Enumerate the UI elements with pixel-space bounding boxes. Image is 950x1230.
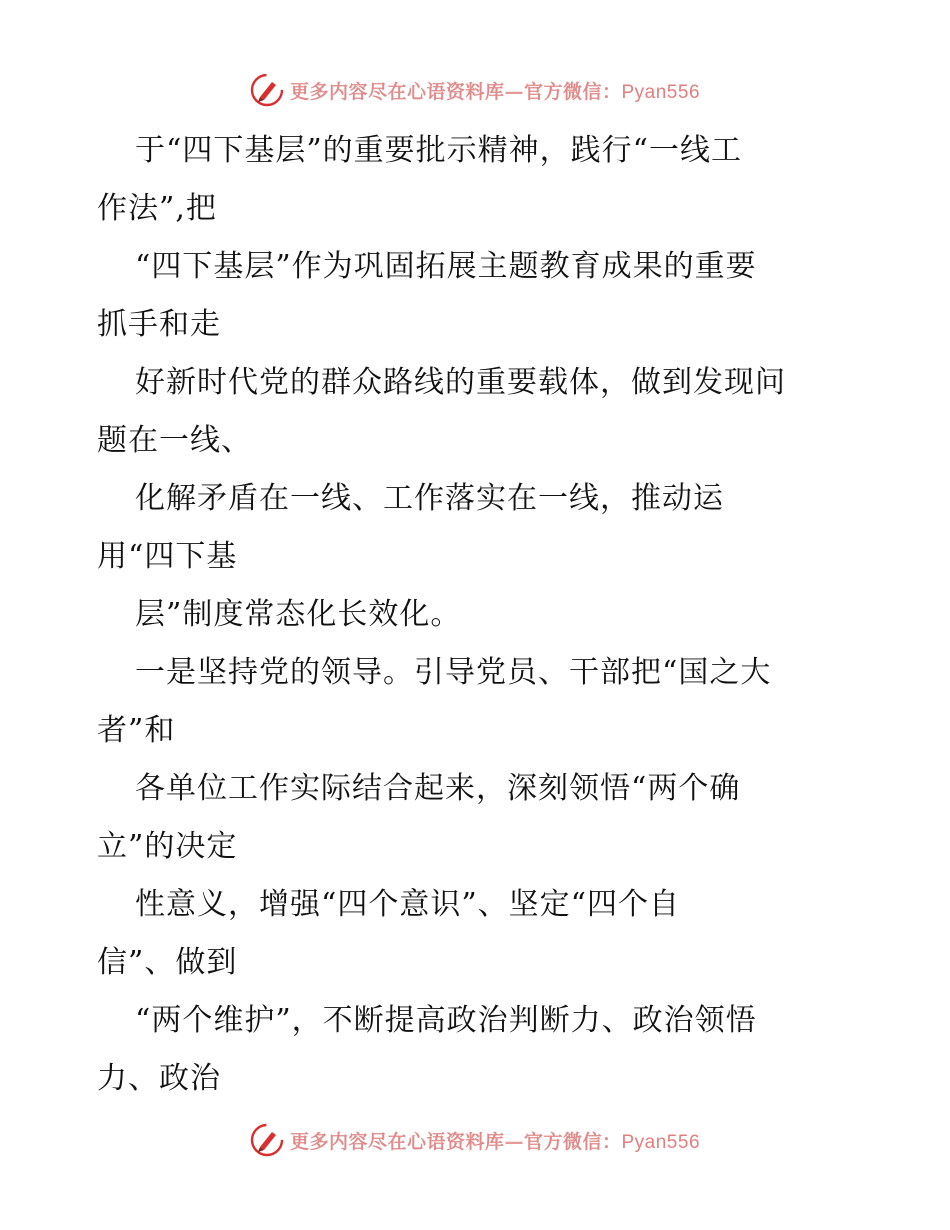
body-line: 用“四下基 xyxy=(97,539,238,574)
footer-banner-separator: — xyxy=(504,1130,524,1153)
document-body xyxy=(97,122,857,1108)
body-line: 立”的决定 xyxy=(97,829,238,864)
footer-banner-wechat-id: Pyan556 xyxy=(621,1131,701,1153)
body-line: “两个维护”，不断提高政治判断力、政治领悟 xyxy=(135,1003,757,1038)
body-line: 力、政治 xyxy=(97,1061,221,1096)
header-banner-separator: — xyxy=(504,80,524,103)
header-banner-main: 更多内容尽在心语资料库 xyxy=(289,80,505,103)
body-line: 好新时代党的群众路线的重要载体，做到发现问 xyxy=(135,365,786,400)
body-line: 抓手和走 xyxy=(97,307,221,342)
pen-logo-icon xyxy=(250,73,284,107)
header-banner-contact: 官方微信： xyxy=(523,80,622,103)
footer-banner-main: 更多内容尽在心语资料库 xyxy=(289,1130,505,1153)
body-line: 题在一线、 xyxy=(97,423,252,458)
footer-watermark-banner xyxy=(0,1120,950,1160)
header-banner-text xyxy=(290,77,700,104)
body-line: “四下基层”作为巩固拓展主题教育成果的重要 xyxy=(135,249,757,284)
body-line: 作法”,把 xyxy=(97,191,217,226)
body-line: 性意义，增强“四个意识”、坚定“四个自 xyxy=(135,887,681,922)
body-line: 者”和 xyxy=(97,713,176,748)
header-watermark-banner xyxy=(0,70,950,110)
body-line: 信”、做到 xyxy=(97,945,238,980)
pen-logo-icon xyxy=(250,1123,284,1157)
body-line: 一是坚持党的领导。引导党员、干部把“国之大 xyxy=(135,655,772,690)
body-line: 各单位工作实际结合起来，深刻领悟“两个确 xyxy=(135,771,741,806)
footer-banner-contact: 官方微信： xyxy=(523,1130,622,1153)
body-line: 于“四下基层”的重要批示精神，践行“一线工 xyxy=(135,133,743,168)
body-line: 层”制度常态化长效化。 xyxy=(135,597,462,632)
body-line: 化解矛盾在一线、工作落实在一线，推动运 xyxy=(135,481,724,516)
header-banner-wechat-id: Pyan556 xyxy=(621,81,701,103)
footer-banner-text xyxy=(290,1127,700,1154)
